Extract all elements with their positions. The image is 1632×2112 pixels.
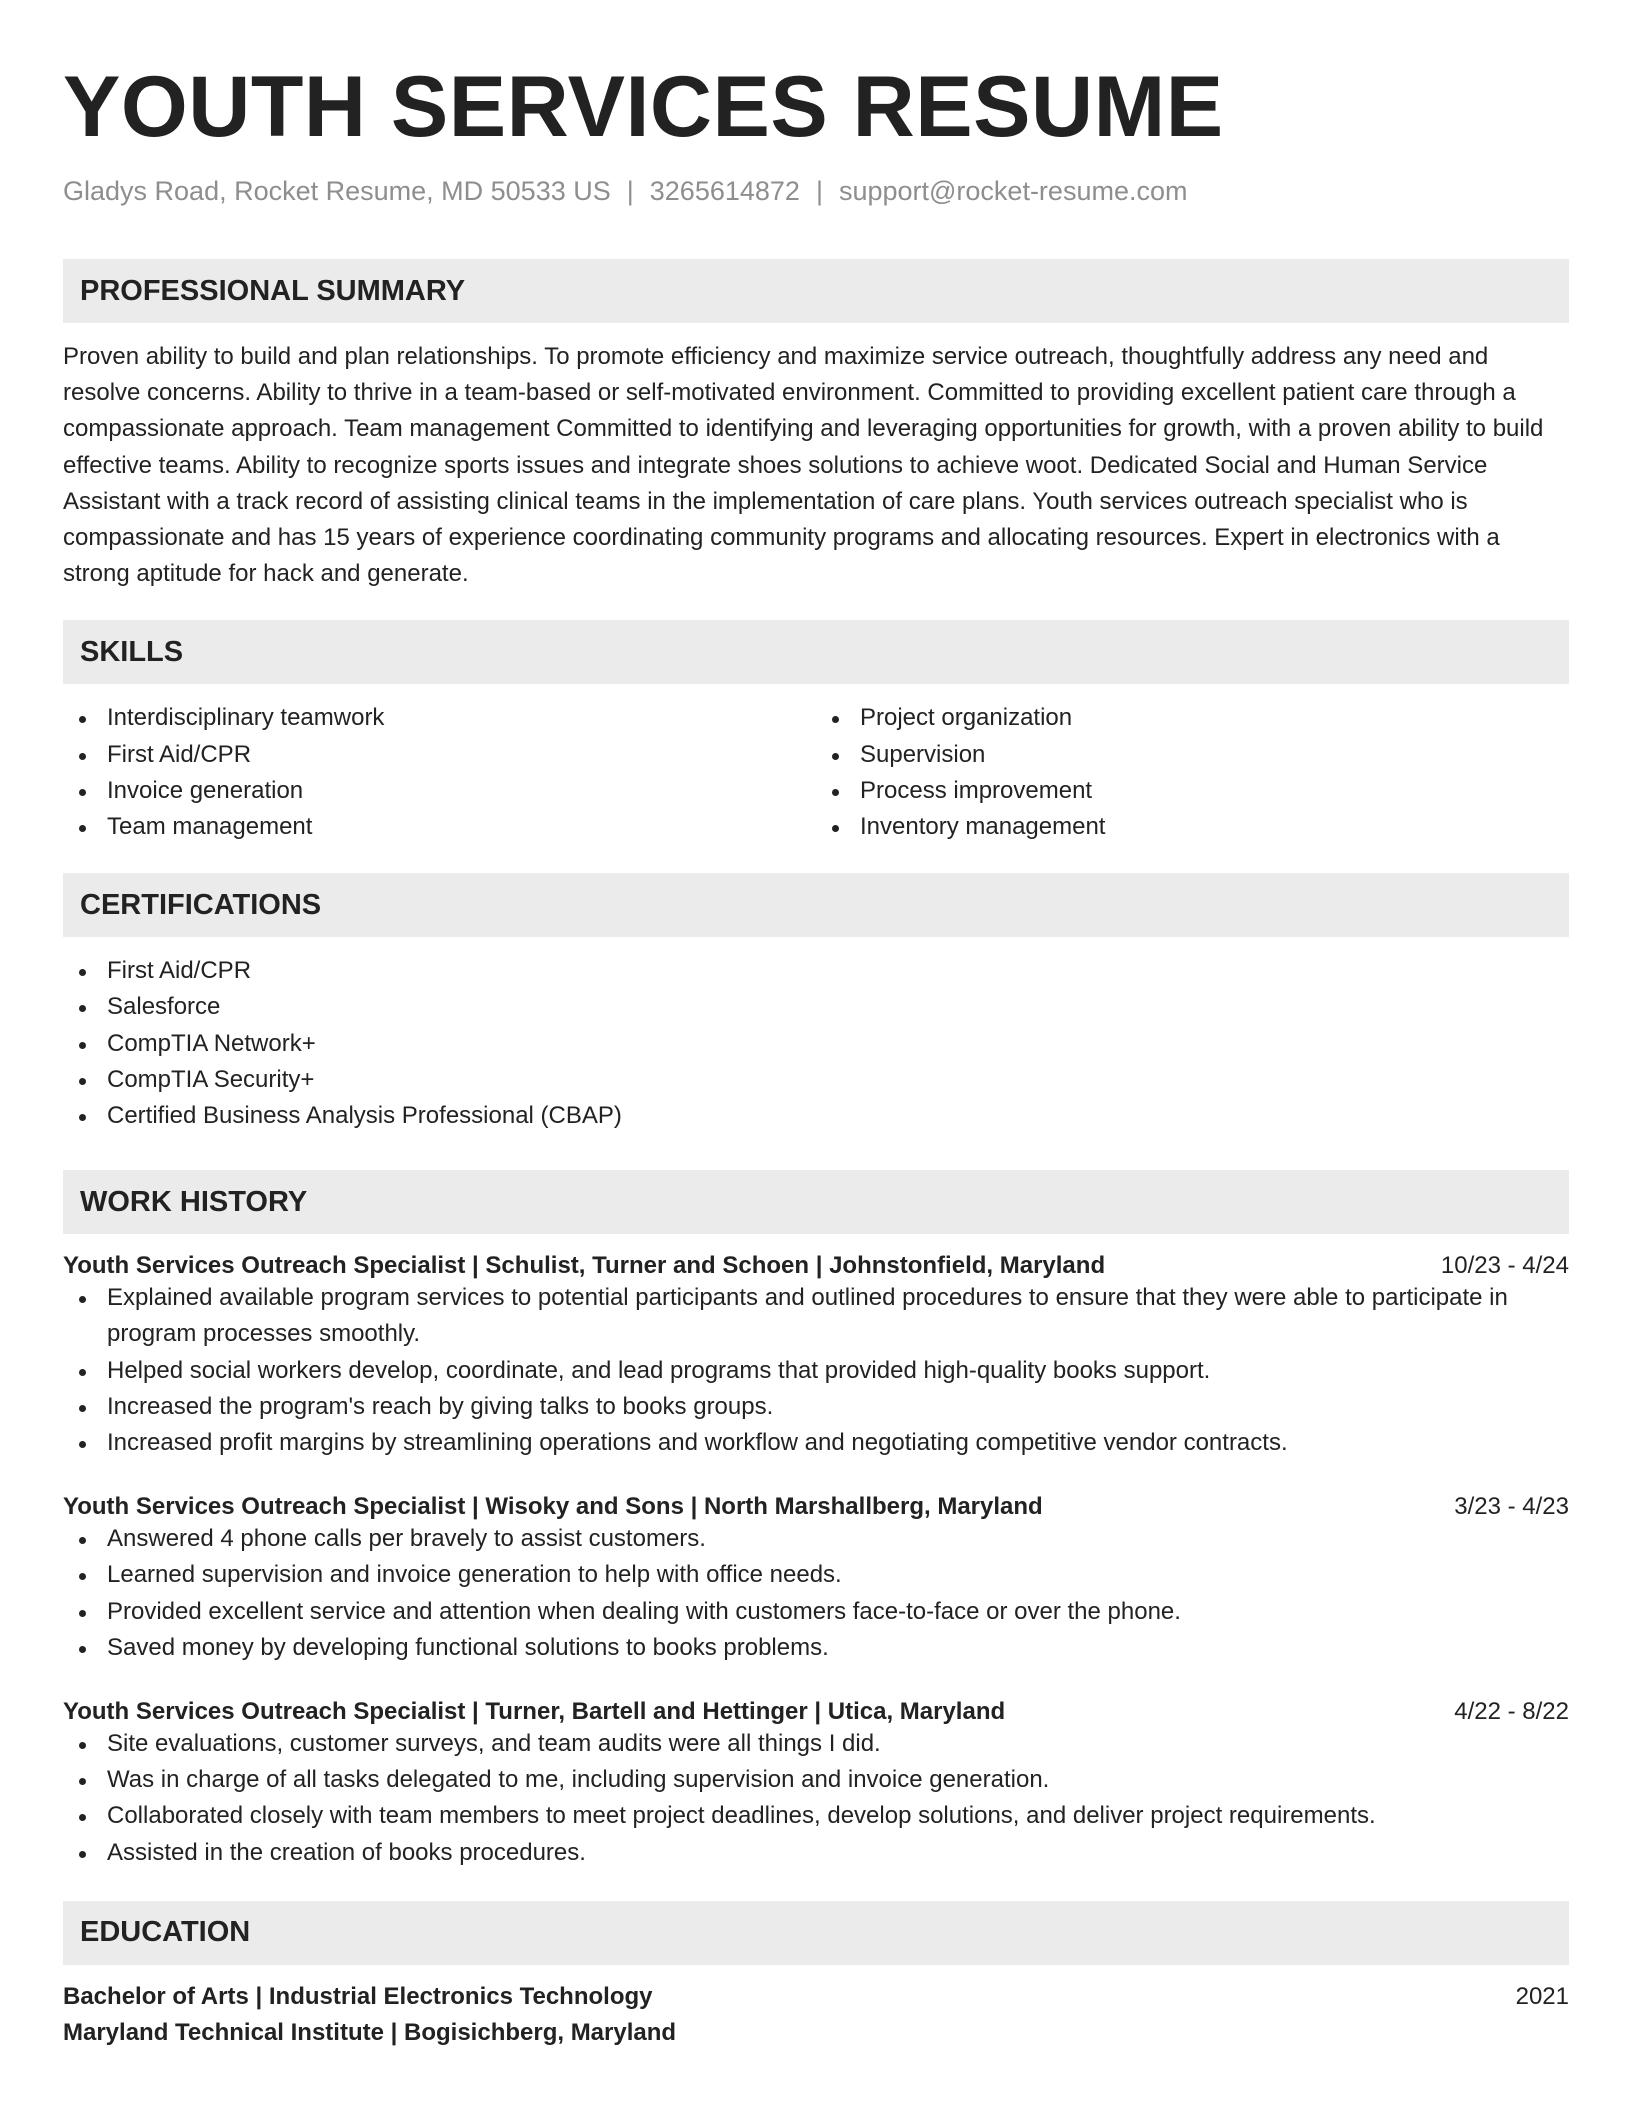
job-entry (63, 1252, 1569, 1461)
contact-address: Gladys Road, Rocket Resume, MD 50533 US (63, 176, 611, 206)
job-title: Youth Services Outreach Specialist | Turner, Bartell and Hettinger | Utica, Maryland (63, 1698, 1006, 1726)
skill-item: First Aid/CPR (63, 737, 816, 773)
job-dates: 10/23 - 4/24 (1440, 1252, 1569, 1280)
job-header (63, 1493, 1569, 1521)
job-bullets (63, 1280, 1569, 1461)
job-bullet: Answered 4 phone calls per bravely to assist customers. (63, 1521, 1569, 1557)
job-bullets (63, 1726, 1569, 1871)
section-header-work-history: WORK HISTORY (63, 1170, 1569, 1234)
skills-column-left (63, 700, 816, 845)
job-bullet: Explained available program services to potential participants and outlined procedures to ensure that they were able to participate in program processes smoothly. (63, 1280, 1569, 1352)
education-header (63, 1983, 1569, 2011)
job-entry (63, 1493, 1569, 1666)
contact-phone: 3265614872 (649, 176, 800, 206)
job-dates: 4/22 - 8/22 (1454, 1698, 1569, 1726)
skill-item: Invoice generation (63, 773, 816, 809)
skill-item: Supervision (816, 737, 1569, 773)
job-title: Youth Services Outreach Specialist | Wisoky and Sons | North Marshallberg, Maryland (63, 1493, 1043, 1521)
skill-item: Project organization (816, 700, 1569, 736)
job-bullet: Site evaluations, customer surveys, and team audits were all things I did. (63, 1726, 1569, 1762)
job-bullet: Increased the program's reach by giving talks to books groups. (63, 1389, 1569, 1425)
job-dates: 3/23 - 4/23 (1454, 1493, 1569, 1521)
resume-title: YOUTH SERVICES RESUME (63, 59, 1224, 155)
certifications-list (63, 953, 1569, 1134)
certification-item: CompTIA Security+ (63, 1062, 1569, 1098)
skill-item: Interdisciplinary teamwork (63, 700, 816, 736)
job-bullet: Provided excellent service and attention when dealing with customers face-to-face or over the phone. (63, 1594, 1569, 1630)
skill-item: Team management (63, 809, 816, 845)
section-header-skills: SKILLS (63, 620, 1569, 684)
job-header (63, 1698, 1569, 1726)
job-bullet: Was in charge of all tasks delegated to me, including supervision and invoice generation. (63, 1762, 1569, 1798)
job-title: Youth Services Outreach Specialist | Schulist, Turner and Schoen | Johnstonfield, Maryland (63, 1252, 1106, 1280)
job-bullet: Assisted in the creation of books procedures. (63, 1835, 1569, 1871)
job-bullet: Learned supervision and invoice generation to help with office needs. (63, 1557, 1569, 1593)
job-bullet: Saved money by developing functional solutions to books problems. (63, 1630, 1569, 1666)
certification-item: CompTIA Network+ (63, 1026, 1569, 1062)
job-bullet: Increased profit margins by streamlining operations and workflow and negotiating competitive vendor contracts. (63, 1425, 1569, 1461)
job-bullet: Collaborated closely with team members to meet project deadlines, develop solutions, and deliver project requirements. (63, 1798, 1569, 1834)
contact-email: support@rocket-resume.com (838, 176, 1188, 206)
education-year: 2021 (1515, 1982, 1569, 2010)
section-header-summary: PROFESSIONAL SUMMARY (63, 259, 1569, 323)
skill-item: Inventory management (816, 809, 1569, 845)
job-entry (63, 1698, 1569, 1871)
certification-item: Salesforce (63, 989, 1569, 1025)
skills-list (63, 700, 1569, 845)
contact-line (63, 176, 1569, 207)
skill-item: Process improvement (816, 773, 1569, 809)
education-entry (63, 1983, 1569, 2047)
contact-separator: | (626, 176, 634, 206)
section-header-education: EDUCATION (63, 1901, 1569, 1965)
section-header-certifications: CERTIFICATIONS (63, 873, 1569, 937)
job-bullet: Helped social workers develop, coordinate, and lead programs that provided high-quality books support. (63, 1353, 1569, 1389)
education-school: Maryland Technical Institute | Bogisichberg, Maryland (63, 2018, 677, 2046)
job-header (63, 1252, 1569, 1280)
skills-column-right (816, 700, 1569, 845)
education-degree: Bachelor of Arts | Industrial Electronics Technology (63, 1982, 653, 2010)
certification-item: Certified Business Analysis Professional (CBAP) (63, 1098, 1569, 1134)
summary-text: Proven ability to build and plan relationships. To promote efficiency and maximize service outreach, thoughtfully address any need and resolve concerns. Ability to thrive in a team-based or self-motivated environment. Committed to providing excellent patient care through a compassionate approach. Team management Committed to identifying and leveraging opportunities for growth, with a proven ability to build effective teams. Ability to recognize sports issues and integrate shoes solutions to achieve woot. Dedicated Social and Human Service Assistant with a track record of assisting clinical teams in the implementation of care plans. Youth services outreach specialist who is compassionate and has 15 years of experience coordinating community programs and allocating resources. Expert in electronics with a strong aptitude for hack and generate. (63, 343, 1544, 588)
certification-item: First Aid/CPR (63, 953, 1569, 989)
contact-separator: | (815, 176, 823, 206)
job-bullets (63, 1521, 1569, 1666)
